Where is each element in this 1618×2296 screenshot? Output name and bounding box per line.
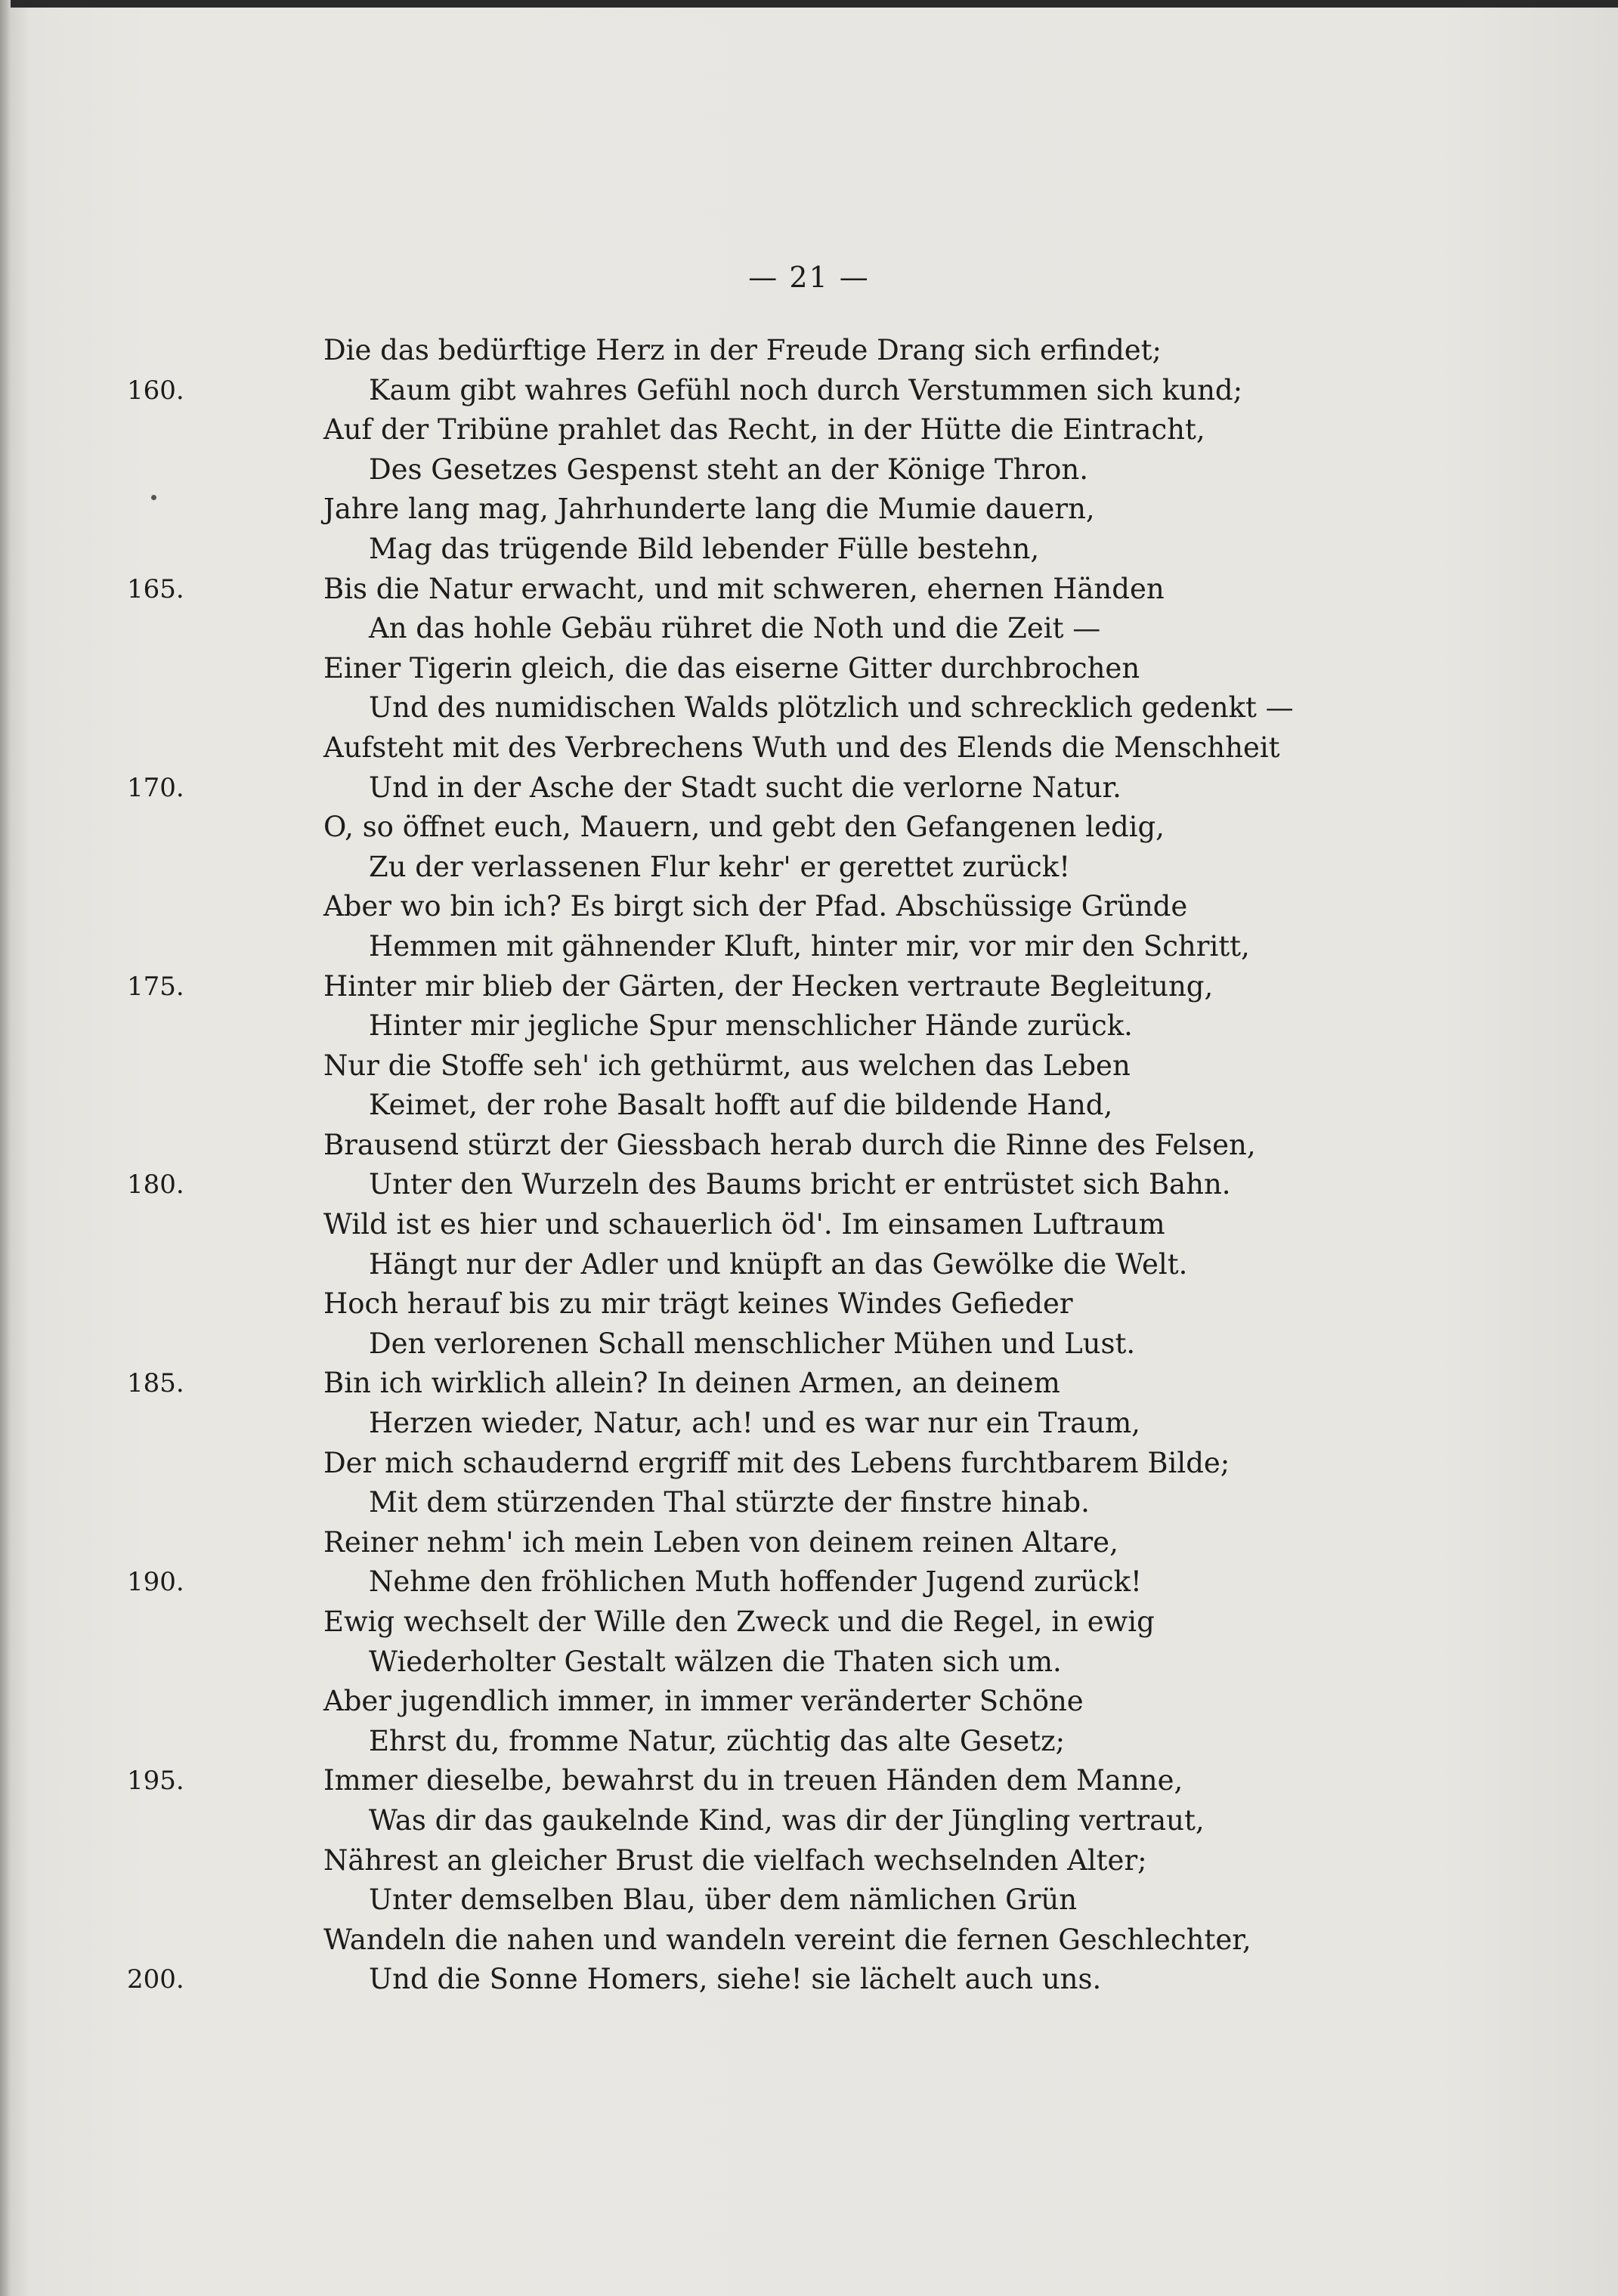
poem-line	[0, 530, 1618, 570]
poem-line	[0, 570, 1618, 610]
line-text: O, so öffnet euch, Mauern, und gebt den Gefangenen ledig,	[323, 811, 1165, 844]
poem-line	[0, 450, 1618, 490]
poem-line	[0, 688, 1618, 728]
poem-line	[0, 1483, 1618, 1523]
line-text: Unter demselben Blau, über dem nämlichen Grün	[369, 1883, 1078, 1917]
line-text: Nährest an gleicher Brust die vielfach wechselnden Alter;	[323, 1843, 1147, 1877]
line-text: Und in der Asche der Stadt sucht die verlorne Natur.	[369, 771, 1121, 804]
poem-line	[0, 768, 1618, 808]
poem-line	[0, 1205, 1618, 1245]
line-number: 160.	[127, 375, 184, 406]
poem-line	[0, 1761, 1618, 1801]
line-text: Aber jugendlich immer, in immer veränderter Schöne	[323, 1685, 1084, 1718]
line-text: Ehrst du, fromme Natur, züchtig das alte Gesetz;	[369, 1724, 1066, 1757]
poem-line	[0, 1284, 1618, 1324]
poem-line	[0, 967, 1618, 1007]
poem-line	[0, 609, 1618, 649]
line-text: Herzen wieder, Natur, ach! und es war nur ein Traum,	[369, 1407, 1140, 1440]
poem-line	[0, 1444, 1618, 1484]
poem-line	[0, 1165, 1618, 1205]
poem-line	[0, 410, 1618, 450]
poem-line	[0, 1245, 1618, 1285]
poem-line	[0, 331, 1618, 371]
line-number: 170.	[127, 772, 184, 803]
poem-line	[0, 1324, 1618, 1364]
poem-line	[0, 1722, 1618, 1762]
poem-line	[0, 808, 1618, 848]
poem-body	[0, 331, 1618, 2000]
line-text: Und des numidischen Walds plötzlich und schrecklich gedenkt —	[369, 691, 1294, 725]
poem-line	[0, 371, 1618, 411]
line-text: Den verlorenen Schall menschlicher Mühen und Lust.	[369, 1327, 1136, 1360]
line-text: Hängt nur der Adler und knüpft an das Gewölke die Welt.	[369, 1247, 1188, 1281]
poem-line	[0, 1801, 1618, 1841]
line-text: Aber wo bin ich? Es birgt sich der Pfad. Abschüssige Gründe	[323, 890, 1188, 923]
line-number: 200.	[127, 1964, 184, 1995]
poem-line	[0, 927, 1618, 967]
poem-line	[0, 1006, 1618, 1046]
poem-line	[0, 1841, 1618, 1881]
line-number: 195.	[127, 1766, 184, 1797]
poem-line	[0, 490, 1618, 530]
line-number: 190.	[127, 1567, 184, 1598]
poem-line	[0, 1921, 1618, 1961]
line-text: Nur die Stoffe seh' ich gethürmt, aus welchen das Leben	[323, 1049, 1131, 1082]
poem-line	[0, 1562, 1618, 1602]
line-text: Wild ist es hier und schauerlich öd'. Im einsamen Luftraum	[323, 1208, 1165, 1241]
line-text: Bin ich wirklich allein? In deinen Armen, an deinem	[323, 1367, 1060, 1400]
line-text: Und die Sonne Homers, siehe! sie lächelt auch uns.	[369, 1963, 1102, 1996]
poem-line	[0, 649, 1618, 689]
line-text: An das hohle Gebäu rühret die Noth und die Zeit —	[369, 612, 1101, 645]
line-text: Brausend stürzt der Giessbach herab durch die Rinne des Felsen,	[323, 1128, 1256, 1161]
line-text: Hemmen mit gähnender Kluft, hinter mir, vor mir den Schritt,	[369, 929, 1250, 963]
line-text: Hinter mir blieb der Gärten, der Hecken vertraute Begleitung,	[323, 969, 1214, 1003]
line-number: 175.	[127, 971, 184, 1002]
line-text: Unter den Wurzeln des Baums bricht er entrüstet sich Bahn.	[369, 1168, 1231, 1201]
line-text: Nehme den fröhlichen Muth hoffender Jugend zurück!	[369, 1565, 1142, 1599]
line-text: Der mich schaudernd ergriff mit des Lebens furchtbarem Bilde;	[323, 1446, 1230, 1479]
poem-line	[0, 728, 1618, 768]
line-text: Immer dieselbe, bewahrst du in treuen Händen dem Manne,	[323, 1764, 1183, 1797]
poem-line	[0, 1602, 1618, 1642]
line-text: Auf der Tribüne prahlet das Recht, in der Hütte die Eintracht,	[323, 413, 1205, 447]
poem-line	[0, 1086, 1618, 1126]
line-text: Ewig wechselt der Wille den Zweck und die Regel, in ewig	[323, 1605, 1155, 1638]
poem-line	[0, 1404, 1618, 1444]
line-number: 180.	[127, 1170, 184, 1201]
poem-line	[0, 1364, 1618, 1404]
line-text: Des Gesetzes Gespenst steht an der Könige Thron.	[369, 453, 1089, 486]
poem-line	[0, 1126, 1618, 1166]
poem-line	[0, 1880, 1618, 1921]
poem-line	[0, 1046, 1618, 1086]
line-text: Hoch herauf bis zu mir trägt keines Windes Gefieder	[323, 1287, 1073, 1321]
line-text: Kaum gibt wahres Gefühl noch durch Verstummen sich kund;	[369, 373, 1243, 406]
line-text: Zu der verlassenen Flur kehr' er gerettet zurück!	[369, 850, 1071, 883]
line-text: Aufsteht mit des Verbrechens Wuth und des Elends die Menschheit	[323, 731, 1280, 764]
line-number: 165.	[127, 573, 184, 604]
line-text: Wiederholter Gestalt wälzen die Thaten sich um.	[369, 1645, 1062, 1678]
line-text: Jahre lang mag, Jahrhunderte lang die Mumie dauern,	[323, 493, 1095, 526]
poem-line	[0, 1642, 1618, 1683]
poem-line	[0, 848, 1618, 888]
poem-line	[0, 1523, 1618, 1563]
line-number: 185.	[127, 1368, 184, 1399]
line-text: Keimet, der rohe Basalt hofft auf die bildende Hand,	[369, 1089, 1113, 1122]
line-text: Was dir das gaukelnde Kind, was dir der Jüngling vertraut,	[369, 1803, 1205, 1837]
line-text: Hinter mir jegliche Spur menschlicher Hände zurück.	[369, 1009, 1133, 1043]
page-number: — 21 —	[748, 261, 870, 294]
scan-top-edge	[0, 0, 1618, 8]
line-text: Reiner nehm' ich mein Leben von deinem reinen Altare,	[323, 1525, 1118, 1559]
poem-line	[0, 1682, 1618, 1722]
line-text: Einer Tigerin gleich, die das eiserne Gitter durchbrochen	[323, 651, 1140, 684]
line-text: Bis die Natur erwacht, und mit schweren, ehernen Händen	[323, 572, 1165, 605]
line-text: Mit dem stürzenden Thal stürzte der finstre hinab.	[369, 1486, 1090, 1519]
poem-line	[0, 887, 1618, 927]
line-text: Wandeln die nahen und wandeln vereint die fernen Geschlechter,	[323, 1923, 1251, 1956]
poem-line	[0, 1960, 1618, 2000]
line-text: Die das bedürftige Herz in der Freude Drang sich erfindet;	[323, 334, 1162, 366]
line-text: Mag das trügende Bild lebender Fülle bestehn,	[369, 532, 1040, 565]
